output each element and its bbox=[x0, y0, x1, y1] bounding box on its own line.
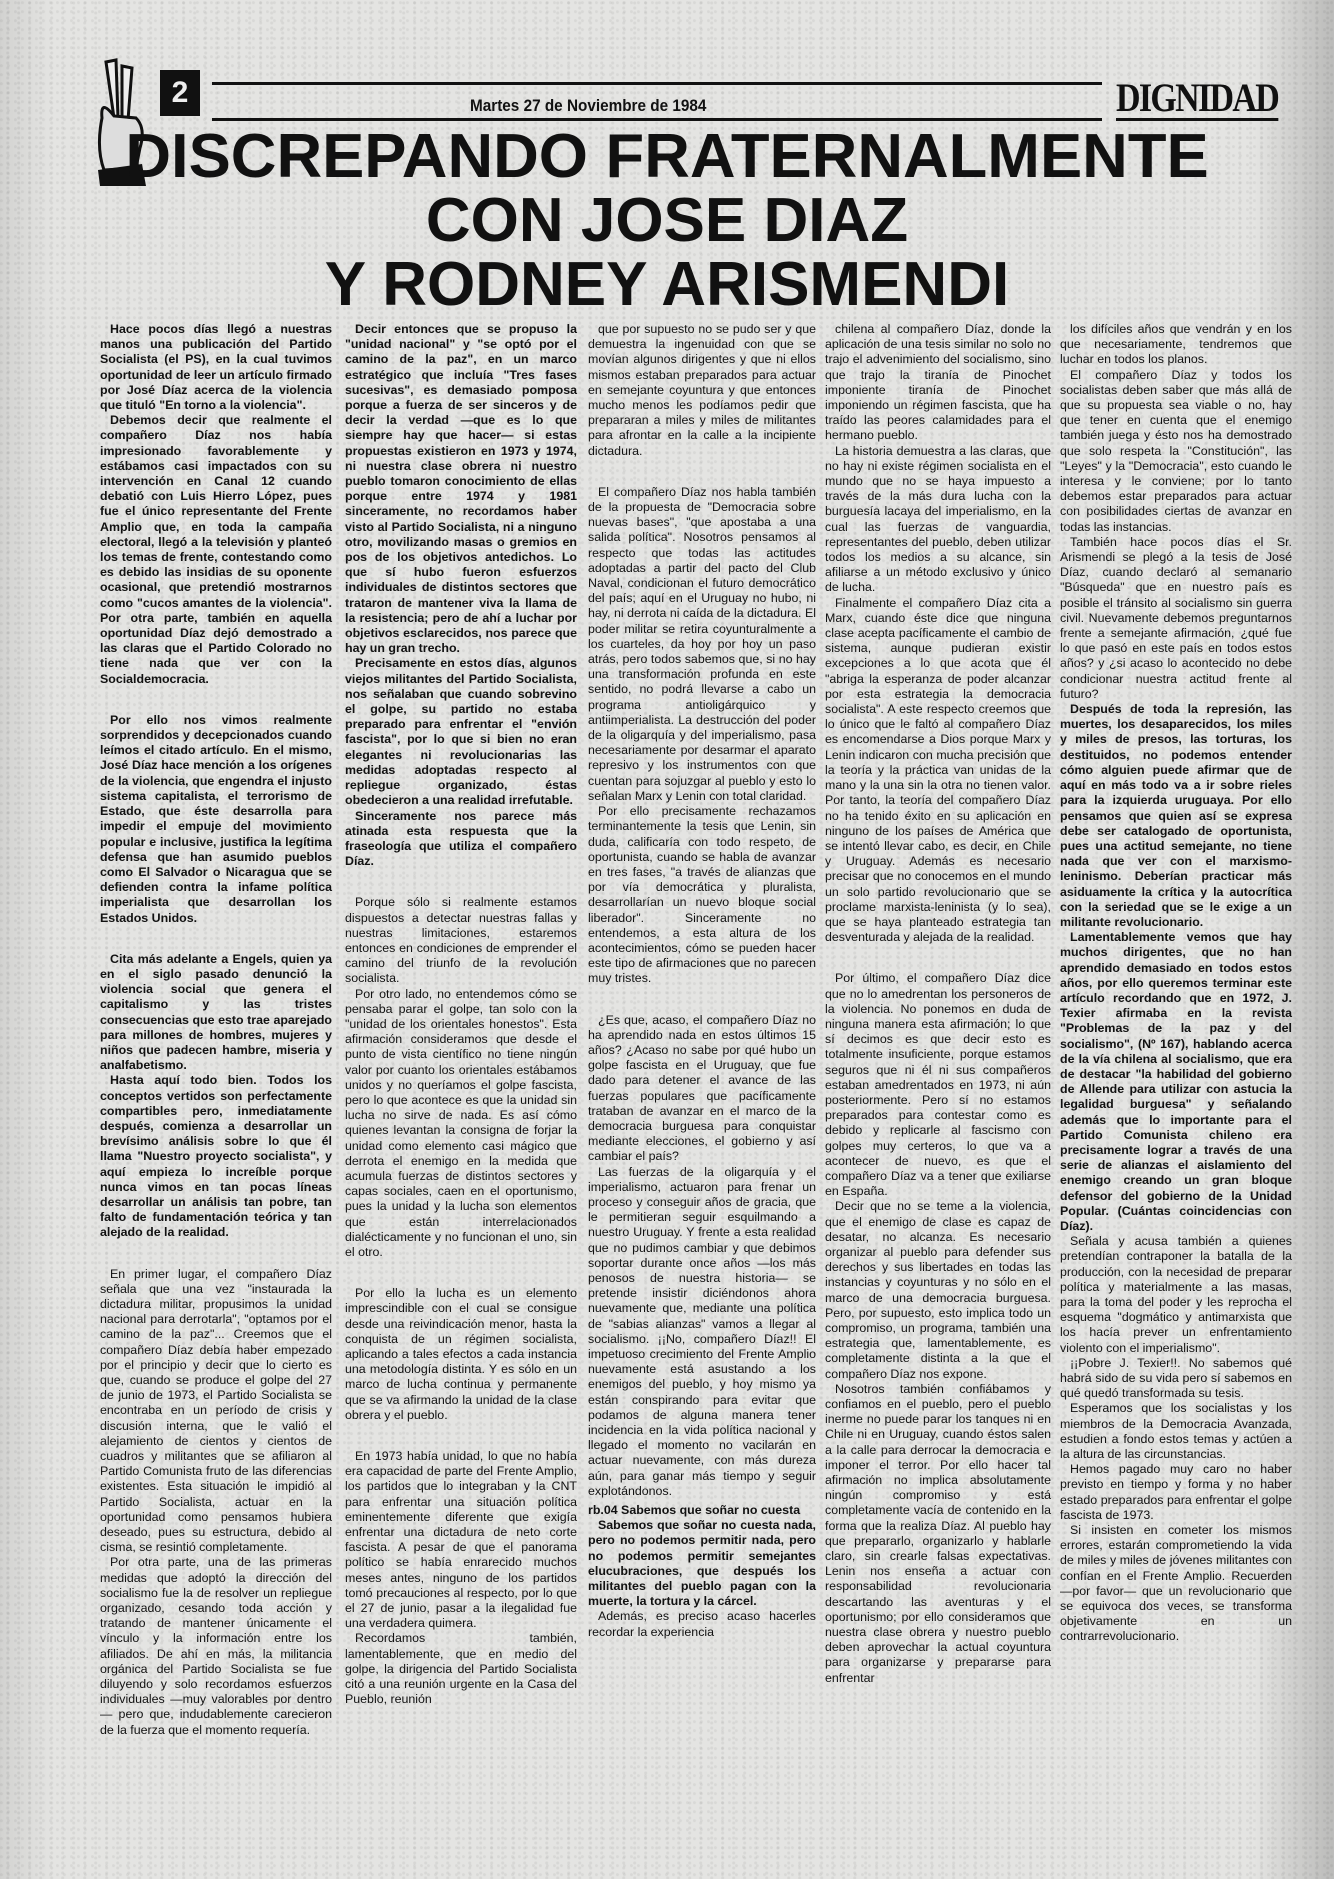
masthead-logo: DIGNIDAD bbox=[1116, 75, 1279, 120]
article-paragraph: Por ello nos vimos realmente sorprendidos y decepcionados cuando leímos el citado artículo. En el mismo, José Díaz hace mención a los orígenes de la violencia, que engendra el injusto sistema capitalista, el terrorismo de Estado, que éste desarrolla para impedir el empuje del movimiento popular e inclusive, justifica la legítima defensa que han asumido pueblos como El Salvador o Nicaragua que se defienden contra la infame política imperialista que desarrollan los Estados Unidos. bbox=[100, 712, 332, 925]
article-column-4 bbox=[825, 322, 1051, 1686]
article-paragraph: Sabemos que soñar no cuesta nada, pero no podemos permitir nada, pero no podemos permitir semejantes elucubraciones, que después los militantes del pueblo pagan con la muerte, la tortura y la cárcel. bbox=[588, 1518, 816, 1609]
article-paragraph: Por último, el compañero Díaz dice que no lo amedrentan los personeros de la violencia. No ponemos en duda de ninguna manera esta afirmación; lo que sí decimos es que decir esto es totalmente insuficiente, porque estamos seguros que ni él ni sus compañeros estaban amedrentados en 1973, ni aún posteriormente. Pero sí no estamos preparados para contestar como es debido y replicarle al fascismo con golpes muy certeros, lo que va a acontecer de nuevo, es que el compañero Díaz va a tener que exiliarse en España. bbox=[825, 971, 1051, 1199]
article-paragraph: Además, es preciso acaso hacerles recordar la experiencia bbox=[588, 1609, 816, 1639]
article-paragraph: Esperamos que los socialistas y los miembros de la Democracia Avanzada, estudien a fondo estos temas y actúen a la altura de las circunstancias. bbox=[1060, 1401, 1292, 1462]
article-paragraph: Recordamos también, lamentablemente, que en medio del golpe, la dirigencia del Partido Socialista citó a una reunión urgente en la Casa del Pueblo, reunión bbox=[345, 1631, 577, 1707]
article-paragraph: Finalmente el compañero Díaz cita a Marx, cuando éste dice que ninguna clase acepta pacíficamente el cambio de sistema, aunque pudieran existir excepciones a lo que acota que él "abriga la esperanza de poder alcanzar por esta estrategia la democracia socialista". A este respecto creemos que lo único que le faltó al compañero Díaz es encomendarse a Dios porque Marx y Lenin indicaron con mucha precisión que la teoría y la práctica van unidas de la mano y la una sin la otra no tienen valor. Por tanto, la teoría del compañero Díaz no ha tenido éxito en su aplicación en ninguno de los países de América que se intentó llevar cabo, es decir, en Chile y Uruguay. Además es necesario precisar que no conocemos en el mundo un solo partido revolucionario que se proclame marxista-leninista (y lo sea), que se haya planteado estrategia tan desventurada y alejada de la realidad. bbox=[825, 595, 1051, 945]
article-paragraph: Hemos pagado muy caro no haber previsto en tiempo y forma y no haber estado preparados para enfrentar el golpe fascista de 1973. bbox=[1060, 1462, 1292, 1522]
article-paragraph: Sinceramente nos parece más atinada esta respuesta que la fraseología que utiliza el compañero Díaz. bbox=[345, 808, 577, 869]
article-paragraph: En 1973 había unidad, lo que no había era capacidad de parte del Frente Amplio, los partidos que lo integraban y la CNT para enfrentar una situación política eminentemente diferente que exigía enfrentar una dictadura de neto corte fascista. A pesar de que el panorama político se había enrarecido muchos meses antes, ninguno de los partidos tomó precauciones al respecto, por lo que el 27 de junio, pasar a la ilegalidad fue una verdadera quimera. bbox=[345, 1449, 577, 1631]
article-paragraph: En primer lugar, el compañero Díaz señala que una vez "instaurada la dictadura militar, propusimos la unidad nacional para derrotarla", "optamos por el camino de la paz"... Creemos que el compañero Díaz debía haber empezado por el principio y decir que lo cierto es que, cuando se produce el golpe del 27 de junio de 1973, el Partido Socialista se encontraba en un período de crisis y discusión interna, que le valió el alejamiento de cientos y cientos de cuadros y militantes que se afiliaron al Partido Comunista fruto de las diferencias existentes. Esta situación le impidió al Partido Socialista, actuar en la oportunidad como pensamos hubiera deseado, pues su estructura, debido al cisma, se resintió completamente. bbox=[100, 1266, 332, 1555]
article-paragraph: Precisamente en estos días, algunos viejos militantes del Partido Socialista, nos señalaban que cuando sobrevino el golpe, su partido no estaba preparado para enfrentar el "envión fascista", por lo que si bien no eran elegantes ni revolucionarias las medidas adoptadas respecto al repliegue organizado, éstas obedecieron a una realidad irrefutable. bbox=[345, 656, 577, 808]
article-paragraph: Porque sólo si realmente estamos dispuestos a detectar nuestras fallas y nuestras limitaciones, estaremos entonces en condiciones de emprender el camino del triunfo de la revolución socialista. bbox=[345, 895, 577, 986]
article-paragraph: Después de toda la represión, las muertes, los desaparecidos, los miles y miles de presos, las torturas, los destituidos, no podemos entender cómo alguien puede afirmar que de aquí en más todo va a ir sobre rieles para la izquierda uruguaya. Por ello pensamos que quien así se expresa debe ser catalogado de oportunista, pues una actitud semejante, no tiene nada que ver con el marxismo-leninismo. Deberían practicar más asiduamente la crítica y la autocrítica con la seriedad que se le exige a un militante revolucionario. bbox=[1060, 702, 1292, 929]
article-paragraph: los difíciles años que vendrán y en los que necesariamente, tendremos que luchar en todos los planos. bbox=[1060, 322, 1292, 367]
article-paragraph: Lamentablemente vemos que hay muchos dirigentes, que no han aprendido demasiado en todos estos años, por ello queremos terminar este artículo recordando que en 1972, J. Texier afirmaba en la revista "Problemas de la paz y del socialismo", (Nº 167), hablando acerca de la vía chilena al socialismo, que era de destacar "la habilidad del gobierno de Allende para utilizar con astucia la legalidad burguesa" y señalando además que lo importante para el Partido Comunista chileno era precisamente lograr a través de una serie de alianzas el aislamiento del enemigo creando un gran bloque defensor del gobierno de la Unidad Popular. (Cuántas coincidencias con Díaz). bbox=[1060, 930, 1292, 1233]
issue-date: Martes 27 de Noviembre de 1984 bbox=[470, 96, 707, 115]
article-paragraph: El compañero Díaz nos habla también de la propuesta de "Democracia sobre nuevas bases", "que apostaba a una salida política". Nosotros pensamos al respecto que todas las actitudes adoptadas a partir del pacto del Club Naval, condicionan el futuro democrático del país; aquí en el Uruguay no hubo, ni hay, ni derrota ni caída de la dictadura. El poder militar se retira coyunturalmente a los cuarteles, da hoy por hoy un paso atrás, pero todos sabemos que, si no hay una transformación profunda en este sentido, no podrá llevarse a cabo un programa antioligárquico y antiimperialista. La destrucción del poder de la oligarquía y del imperialismo, pasa necesariamente por desarmar el aparato represivo y los instrumentos con que cuentan para sojuzgar al pueblo y esto lo señalan Marx y Lenin con total claridad. bbox=[588, 484, 816, 803]
article-paragraph: Decir entonces que se propuso la "unidad nacional" y "se optó por el camino de la paz", en un marco estratégico que incluía "Tres fases sucesivas", es demasiado pomposa porque a fuerza de ser sinceros y de decir la verdad —que es lo que siempre hay que hacer— si estas propuestas existieron en 1973 y 1974, ni nuestra clase obrera ni nuestro pueblo tomaron conocimiento de ellas porque entre 1974 y 1981 sinceramente, no recordamos haber visto al Partido Socialista, ni a ninguno otro, movilizando masas o gremios en pos de los objetivos antedichos. Lo que sí hubo fueron esfuerzos individuales de distintos sectores que trataron de mantener viva la llama de la resistencia; pero de ahí a luchar por objetivos esclarecidos, nos parece que hay un gran trecho. bbox=[345, 322, 577, 656]
article-paragraph: Nosotros también confiábamos y confiamos en el pueblo, pero el pueblo inerme no puede parar los tanques ni en Chile ni en Uruguay, cuando éstos salen a la calle para derrocar la democracia e imponer el terror. Por ello hacer tal afirmación no implica absolutamente ningún compromiso y está completamente vacía de contenido en la forma que la realiza Díaz. Al pueblo hay que prepararlo, organizarlo y hablarle claro, sin crearle falsas expectativas. Lenin nos enseña a actuar con responsabilidad revolucionaria descartando las aventuras y el oportunismo; por ello consideramos que nuestra clase obrera y nuestro pueblo deben aprovechar la actual coyuntura para organizarse y prepararse para enfrentar bbox=[825, 1381, 1051, 1685]
subheading: rb.04 Sabemos que soñar no cuesta bbox=[588, 1503, 801, 1518]
article-paragraph: La historia demuestra a las claras, que no hay ni existe régimen socialista en el mundo que no se haya impuesto a través de la más dura lucha con la burguesía lacaya del imperialismo, en la cual las fuerzas de vanguardia, representantes del pueblo, deben utilizar todos los medios a su alcance, sin afiliarse a un método exclusivo y único de lucha. bbox=[825, 443, 1051, 595]
article-paragraph: Si insisten en cometer los mismos errores, estarán comprometiendo la vida de miles y miles de jóvenes militantes con confían en el Frente Amplio. Recuerden —por favor— que un revolucionario que se equivoca dos veces, se transforma objetivamente en un contrarrevolucionario. bbox=[1060, 1523, 1292, 1644]
article-paragraph: Por otro lado, no entendemos cómo se pensaba parar el golpe, tan solo con la "unidad de los orientales honestos". Esta afirmación consideramos que desde el punto de vista científico no tiene ningún valor por cuanto los orientales estábamos unidos y no queríamos el golpe fascista, pero lo que acontece es que la unidad sin lucha no sirve de nada. Es así cómo quienes levantan la consigna de forjar la unidad como elemento casi mágico que derrota el enemigo en la medida que acumula fuerzas de distintos sectores y capas sociales, caen en el oportunismo, pues la unidad y la lucha son elementos que están interrelacionados dialécticamente y no funcionan el uno, sin el otro. bbox=[345, 986, 577, 1259]
article-column-1 bbox=[100, 322, 332, 1738]
article-paragraph: Por ello la lucha es un elemento imprescindible con el cual se consigue desde una reivindicación menor, hasta la conquista de un régimen socialista, aplicando a tales efectos a cada instancia una metodología distinta. Y es sólo en un marco de lucha continua y permanente que se va afirmando la unidad de la clase obrera y el pueblo. bbox=[345, 1286, 577, 1422]
article-paragraph: Cita más adelante a Engels, quien ya en el siglo pasado denunció la violencia social que genera el capitalismo y las tristes consecuencias que esto trae aparejado para millones de hombres, mujeres y niños que padecen hambre, miseria y analfabetismo. bbox=[100, 951, 332, 1073]
headline-line-1: DISCREPANDO FRATERNALMENTE bbox=[125, 122, 1209, 191]
article-column-5 bbox=[1060, 322, 1292, 1645]
article-paragraph: También hace pocos días el Sr. Arismendi se plegó a la tesis de José Díaz, cuando declaró al semanario "Búsqueda" que en nuestro país es posible el tránsito al socialismo sin guerra civil. Nuevamente debemos preguntarnos frente a semejante afirmación, ¿qué fue lo que pasó en este país en todos estos años? y ¿si acaso lo acontecido no debe condicionar nuestra actitud frente al futuro? bbox=[1060, 534, 1292, 701]
article-paragraph: Decir que no se teme a la violencia, que el enemigo de clase es capaz de desatar, no alcanza. Es necesario organizar al pueblo para defender sus derechos y sus libertades en todas las instancias y coyunturas y no sólo en el marco de una democracia burguesa. Pero, por supuesto, esto implica todo un compromiso, un programa, también una estrategia que, lamentablemente, es completamente distinta a la que el compañero Díaz nos expone. bbox=[825, 1199, 1051, 1381]
page-number: 2 bbox=[160, 70, 200, 116]
headline-line-2: CON JOSE DIAZ bbox=[425, 186, 909, 255]
header-rule-top bbox=[212, 82, 1102, 85]
headline-line-3: Y RODNEY ARISMENDI bbox=[324, 250, 1010, 319]
article-paragraph: ¿Es que, acaso, el compañero Díaz no ha aprendido nada en estos últimos 15 años? ¿Acaso no sabe por qué hubo un golpe fascista en el Uruguay, que fue dado para detener el avance de las fuerzas populares que pacíficamente trataban de avanzar en el marco de la democracia burguesa para conquistar mediante elecciones, el gobierno y así cambiar el país? bbox=[588, 1012, 816, 1164]
article-paragraph: Las fuerzas de la oligarquía y el imperialismo, actuaron para frenar un proceso y conseguir años de gracia, que le permitieran seguir esquilmando a nuestro Uruguay. Y frente a esta realidad que no pudimos cambiar y que debimos soportar durante once años —los más penosos de nuestra historia— se pretende insistir diciéndonos ahora nuevamente que, mediante una política de "sabias alianzas" vamos a llegar al socialismo. ¡¡No, compañero Díaz!! El impetuoso crecimiento del Frente Amplio nuevamente está asustando a los enemigos del pueblo, y hoy mismo ya están conspirando para evitar que podamos de alguna manera tener incidencia en la vida política nacional y llegado el momento no vacilarán en actuar nuevamente, con más dureza aún, para ganar más tiempo y seguir explotándonos. bbox=[588, 1164, 816, 1498]
article-paragraph: Hace pocos días llegó a nuestras manos una publicación del Partido Socialista (el PS), en la cual tuvimos oportunidad de leer un artículo firmado por José Díaz acerca de la violencia que tituló "En torno a la violencia". bbox=[100, 322, 332, 413]
article-paragraph: que por supuesto no se pudo ser y que demuestra la ingenuidad con que se movían algunos dirigentes y que ni ellos mismos estaban preparados para actuar en semejante coyuntura y que entonces mucho menos les podíamos pedir que prepararan a miles y miles de militantes para afrontar en la calle a la incipiente dictadura. bbox=[588, 322, 816, 458]
article-paragraph: Señala y acusa también a quienes pretendían contraponer la batalla de la producción, con la necesidad de preparar política y materialmente a las masas, para la toma del poder y les reprocha el esquema "dogmático y antimarxista que los hacía prever un enfrentamiento violento con el imperialismo". bbox=[1060, 1234, 1292, 1355]
article-paragraph: El compañero Díaz y todos los socialistas deben saber que más allá de que su propuesta sea viable o no, hay que tener en cuenta que el enemigo también juega y ésto nos ha demostrado que solo respeta la "Constitución", las "Leyes" y la "Democracia", esto cuando le interesa y le conviene; por lo tanto debemos estar preparados para actuar con posibilidades ciertas de avanzar en todas las instancias. bbox=[1060, 367, 1292, 534]
article-paragraph: Hasta aquí todo bien. Todos los conceptos vertidos son perfectamente compartibles pero, inmediatamente después, comienza a desarrollar un brevísimo análisis sobre lo que él llama "Nuestro proyecto socialista", y aquí empieza lo increíble porque nunca vimos en tan pocas líneas desarrollar un análisis tan pobre, tan falto de fundamentación teórica y tan alejado de la realidad. bbox=[100, 1073, 332, 1240]
article-column-2 bbox=[345, 322, 577, 1707]
article-paragraph: Por ello precisamente rechazamos terminantemente la tesis que Lenin, sin duda, calificaría con todo respeto, de oportunista, cuando se habla de avanzar en tres fases, "a través de alianzas que por vía democrática y pluralista, desarrollarían un nuevo bloque social liberador". Sinceramente no entendemos, a esta altura de los acontecimientos, cómo se pueden hacer este tipo de afirmaciones que no parecen muy tristes. bbox=[588, 804, 816, 986]
article-paragraph: ¡¡Pobre J. Texier!!. No sabemos qué habrá sido de su vida pero sí sabemos en qué quedó transformada su tesis. bbox=[1060, 1355, 1292, 1401]
article-paragraph: chilena al compañero Díaz, donde la aplicación de una tesis similar no solo no trajo el advenimiento del socialismo, sino que trajo la tiranía de Pinochet imponiente tiranía de Pinochet imponiendo un régimen fascista, que ha traído las peores calamidades para el hermano pueblo. bbox=[825, 322, 1051, 443]
article-paragraph: Por otra parte, una de las primeras medidas que adoptó la dirección del socialismo fue la de resolver un repliegue organizado, cesando toda acción y tratando de mantener únicamente el vínculo y la información entre los afiliados. De ahí en más, la militancia orgánica del Partido Socialista se fue diluyendo y solo recordamos esfuerzos individuales —muy valorables por dentro— pero que, indudablemente carecieron de la fuerza que el momento requería. bbox=[100, 1555, 332, 1737]
article-paragraph: Debemos decir que realmente el compañero Díaz nos había impresionado favorablemente y estábamos casi impactados con su intervención en Canal 12 cuando debatió con Luis Hierro López, pues fue el único representante del Frente Amplio que, en toda la campaña electoral, llegó a la televisión y planteó los temas de frente, contestando como es debido las insidias de su oponente ocasional, que pretendió mostrarnos como "cucos amantes de la violencia". Por otra parte, también en aquella oportunidad Díaz dejó demostrado a las claras que el Partido Colorado no tiene nada que ver con la Socialdemocracia. bbox=[100, 413, 332, 686]
header-rule-bottom bbox=[212, 118, 1102, 121]
article-column-3 bbox=[588, 322, 816, 1640]
